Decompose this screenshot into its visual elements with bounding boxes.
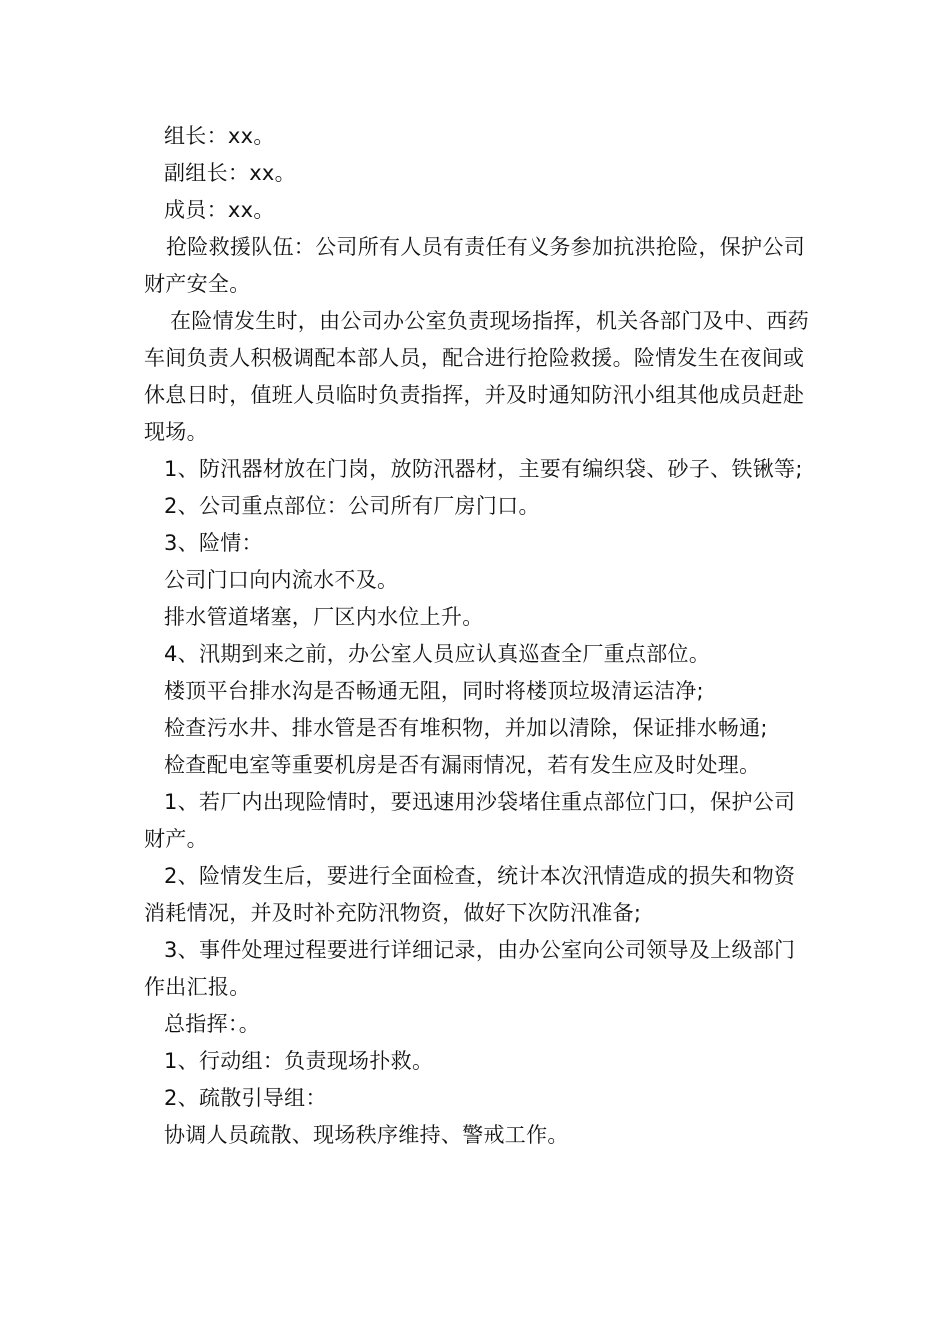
paragraph-deputy-leader: 副组长：xx。 — [164, 161, 296, 185]
paragraph-response-inspection: 2、险情发生后，要进行全面检查，统计本次汛情造成的损失和物资消耗情况，并及时补充防汛物资，做好下次防汛准备; — [144, 864, 796, 925]
document-body — [144, 118, 810, 1154]
paragraph-item-inspection: 4、汛期到来之前，办公室人员应认真巡查全厂重点部位。 — [164, 642, 711, 666]
paragraph-response-record: 3、事件处理过程要进行详细记录，由办公室向公司领导及上级部门作出汇报。 — [144, 938, 796, 999]
paragraph-power-room-check: 检查配电室等重要机房是否有漏雨情况，若有发生应及时处理。 — [164, 753, 761, 777]
paragraph-item-key-locations: 2、公司重点部位：公司所有厂房门口。 — [164, 494, 540, 518]
paragraph-evacuation-group: 2、疏散引导组： — [164, 1086, 327, 1110]
paragraph-members: 成员：xx。 — [164, 198, 275, 222]
paragraph-item-danger: 3、险情： — [164, 531, 263, 555]
paragraph-response-sandbags: 1、若厂内出现险情时，要迅速用沙袋堵住重点部位门口，保护公司财产。 — [144, 790, 796, 851]
paragraph-commander: 总指挥：。 — [164, 1012, 260, 1036]
paragraph-evacuation-duties: 协调人员疏散、现场秩序维持、警戒工作。 — [164, 1123, 569, 1147]
paragraph-leader: 组长：xx。 — [164, 124, 275, 148]
paragraph-command: 在险情发生时，由公司办公室负责现场指挥，机关各部门及中、西药车间负责人积极调配本部人员，配合进行抢险救援。险情发生在夜间或休息日时，值班人员临时负责指挥，并及时通知防汛小组其他成员赶赴现场。 — [144, 309, 809, 444]
paragraph-roof-drain: 楼顶平台排水沟是否畅通无阻，同时将楼顶垃圾清运洁净; — [164, 679, 704, 703]
paragraph-item-equipment: 1、防汛器材放在门岗，放防汛器材，主要有编织袋、砂子、铁锹等; — [164, 457, 803, 481]
paragraph-drain-blocked: 排水管道堵塞，厂区内水位上升。 — [164, 605, 484, 629]
paragraph-sewage-check: 检查污水井、排水管是否有堆积物，并加以清除，保证排水畅通; — [164, 716, 768, 740]
paragraph-rescue-team: 抢险救援队伍：公司所有人员有责任有义务参加抗洪抢险，保护公司财产安全。 — [144, 235, 805, 296]
paragraph-gate-water: 公司门口向内流水不及。 — [164, 568, 399, 592]
paragraph-action-group: 1、行动组：负责现场扑救。 — [164, 1049, 434, 1073]
